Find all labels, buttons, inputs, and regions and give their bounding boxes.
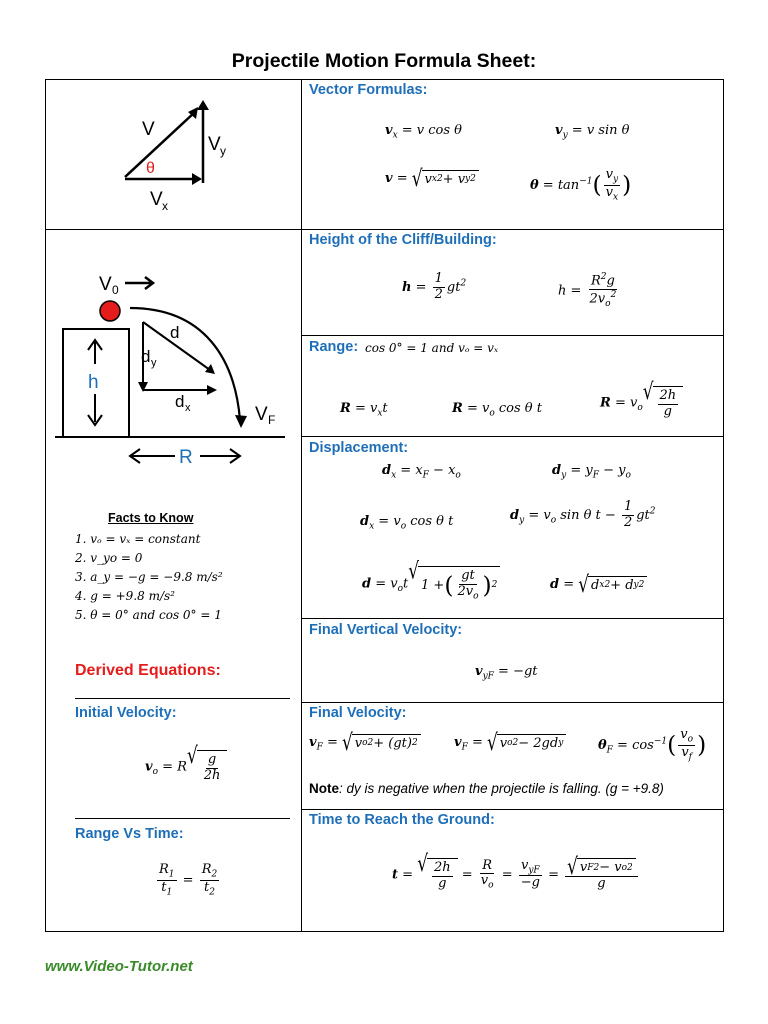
triangle-vy-sub: y [220,144,226,158]
triangle-v-label: V [142,119,155,140]
cliff-vf-label: V [255,404,268,425]
height-heading: Height of the Cliff/Building: [309,232,497,248]
eq-vf-disp: $v_F$ = √ v o 2 − 2gd y [454,734,566,753]
triangle-vx-sub: x [162,199,168,213]
eq-dx-time: $d_x = v_o$ cos θ t [360,514,454,532]
eq-theta: $\theta = \tan^{-1}$( $\frac{v_y}{v_x}$ ) [530,167,632,203]
cliff-v0-sub: 0 [112,283,119,297]
cliff-vf-sub: F [268,413,276,427]
eq-d-components: d = √ d x 2 + d y 2 [550,576,647,593]
range-condition: cos 0° = 1 and vₒ = vₓ [365,341,499,355]
facts-list [75,530,223,625]
eq-vx: $v_x = v$ cos θ [385,123,463,141]
eq-time-ground: t = √ $\frac{2h}{g}$ = $\frac{R}{v_o}$ = $\frac{v_{yF}}{-g}$ = √ v F 2 − v o 2 g [392,858,640,892]
time-to-ground-heading: Time to Reach the Ground: [309,812,495,828]
right-divider-3 [301,618,724,619]
eq-dy-time: $d_y = v_o$ sin θ t − $\frac{1}{2}$ $gt^2$ [510,499,656,530]
cliff-dx-label: d [175,392,185,411]
triangle-vy-label: V [208,134,221,155]
column-divider [301,79,302,932]
note-body: : dy is negative when the projectile is falling. (g = +9.8) [339,781,664,796]
fact-item: 2. v_yo = 0 [75,551,143,565]
eq-vyf: $v_{yF} = -gt$ [475,664,538,682]
triangle-theta-label: θ [146,160,155,177]
cliff-dx-sub: x [185,402,191,414]
eq-initial-velocity: $v_o = R$ √ $\frac{g}{2h}$ [145,750,227,784]
right-divider-4 [301,702,724,703]
right-divider-5 [301,809,724,810]
final-velocity-heading: Final Velocity: [309,705,407,721]
eq-vf-time: $v_F$ = √ v o 2 + (gt) 2 [309,734,421,753]
cliff-h-label: h [88,372,99,393]
eq-d-time: $d = v_ot$ √ 1 + ( $\frac{gt}{2v_o}$ ) 2 [362,566,500,602]
eq-vy: $v_y = v$ sin θ [555,123,630,141]
cliff-v0-label: V [99,274,112,295]
fact-item: 5. θ = 0° and cos 0° = 1 [75,608,222,622]
cliff-diagram [55,260,295,475]
eq-height-time: h = $\frac{1}{2}$ $gt^2$ [402,271,467,302]
fact-item: 4. g = +9.8 m/s² [75,589,175,603]
eq-range-sqrt: $R = v_o$ √ $\frac{2h}{g}$ [600,386,683,420]
right-divider-1 [301,335,724,336]
initial-velocity-heading: Initial Velocity: [75,705,177,721]
cliff-d-label: d [170,323,180,342]
initial-velocity-rule [75,818,290,819]
eq-dx: $d_x = x_F - x_o$ [382,463,461,481]
derived-rule [75,698,290,699]
eq-dy: $d_y = y_F - y_o$ [552,463,631,481]
displacement-heading: Displacement: [309,440,409,456]
fact-item: 1. vₒ = vₓ = constant [75,532,201,546]
note-label: Note [309,781,339,796]
eq-height-range: h = $\frac{R^2g}{2v_o^2}$ [558,272,617,310]
range-vs-time-heading: Range Vs Time: [75,826,184,842]
footer-link[interactable]: www.Video-Tutor.net [45,958,193,975]
left-divider-1 [45,229,724,230]
page-title: Projectile Motion Formula Sheet: [231,50,537,72]
vector-formulas-heading: Vector Formulas: [309,82,428,98]
right-divider-2 [301,436,724,437]
facts-title: Facts to Know [108,511,194,525]
cliff-dy-sub: y [151,357,157,369]
vector-triangle-diagram [110,95,250,215]
note-text [309,781,664,796]
eq-range-vx: $R = v_xt$ [340,401,388,419]
range-heading: Range: [309,339,359,355]
cliff-r-label: R [179,447,193,468]
cliff-dy-label: d [141,347,151,366]
derived-equations-heading: Derived Equations: [75,662,221,679]
eq-theta-f: $\theta_F = \cos^{-1}$( $\frac{v_o}{v_f}$ ) [598,727,707,763]
eq-range-vo: $R = v_o$ cos θ t [452,401,542,419]
fact-item: 3. a_y = −g = −9.8 m/s² [75,570,223,584]
final-vertical-velocity-heading: Final Vertical Velocity: [309,622,463,638]
triangle-vx-label: V [150,189,163,210]
eq-v-magnitude: v = √ v x 2 + v y 2 [385,170,479,187]
eq-range-vs-time: $\frac{R_1}{t_1}$ = $\frac{R_2}{t_2}$ [159,862,218,898]
